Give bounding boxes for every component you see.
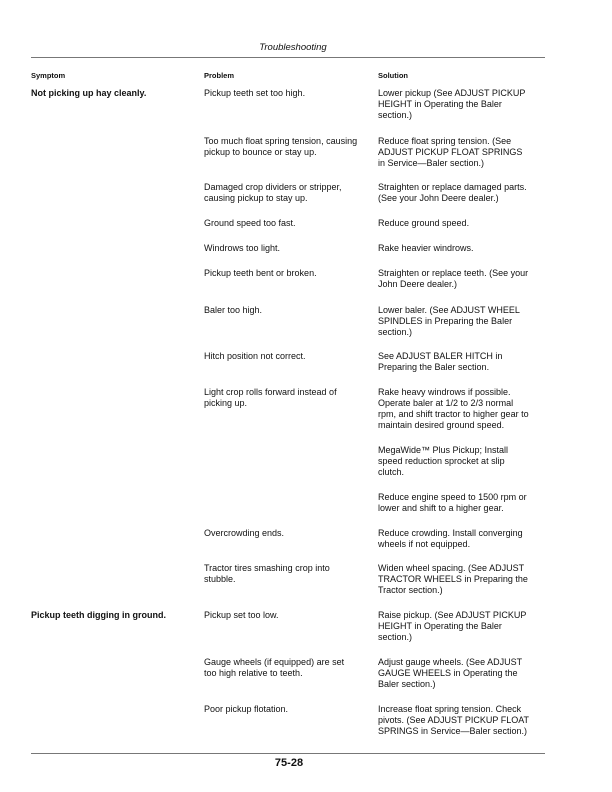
problem-cell: Light crop rolls forward instead of picking up.	[204, 387, 337, 408]
solution-cell: Reduce crowding. Install converging wheels if not equipped.	[378, 528, 523, 549]
header-rule	[31, 57, 545, 58]
footer-rule	[31, 753, 545, 754]
symptom-label: Pickup teeth digging in ground.	[31, 610, 166, 620]
problem-cell: Too much float spring tension, causing pickup to bounce or stay up.	[204, 136, 358, 157]
solution-cell: Reduce engine speed to 1500 rpm or lower and shift to a higher gear.	[378, 492, 527, 513]
solution-cell: Straighten or replace teeth. (See your John Deere dealer.)	[378, 268, 529, 289]
problem-cell: Pickup teeth bent or broken.	[204, 268, 317, 278]
solution-cell: Reduce ground speed.	[378, 218, 470, 228]
solution-cell: Raise pickup. (See ADJUST PICKUP HEIGHT in Operating the Baler section.)	[378, 610, 527, 642]
problem-cell: Overcrowding ends.	[204, 528, 285, 538]
solution-cell: See ADJUST BALER HITCH in Preparing the Baler section.	[378, 351, 503, 372]
problem-cell: Gauge wheels (if equipped) are set too high relative to teeth.	[204, 657, 345, 678]
solution-cell: Increase float spring tension. Check pivots. (See ADJUST PICKUP FLOAT SPRINGS in Service—Baler section.)	[378, 704, 530, 736]
solution-cell: Rake heavier windrows.	[378, 243, 474, 253]
column-header-symptom: Symptom	[31, 71, 66, 80]
problem-cell: Pickup set too low.	[204, 610, 279, 620]
problem-cell: Hitch position not correct.	[204, 351, 306, 361]
problem-cell: Poor pickup flotation.	[204, 704, 289, 714]
page-number: 75-28	[274, 757, 304, 769]
problem-cell: Ground speed too fast.	[204, 218, 296, 228]
solution-cell: Rake heavy windrows if possible. Operate baler at 1/2 to 2/3 normal rpm, and shift tractor to higher gear to maintain desired ground speed.	[378, 387, 529, 430]
symptom-label: Not picking up hay cleanly.	[31, 88, 147, 98]
solution-cell: Lower baler. (See ADJUST WHEEL SPINDLES in Preparing the Baler section.)	[378, 305, 520, 337]
solution-cell: Adjust gauge wheels. (See ADJUST GAUGE WHEELS in Operating the Baler section.)	[378, 657, 523, 689]
problem-cell: Baler too high.	[204, 305, 263, 315]
problem-cell: Pickup teeth set too high.	[204, 88, 306, 98]
page-header-title: Troubleshooting	[259, 42, 327, 53]
solution-cell: Widen wheel spacing. (See ADJUST TRACTOR WHEELS in Preparing the Tractor section.)	[378, 563, 528, 595]
problem-cell: Windrows too light.	[204, 243, 281, 253]
solution-cell: Straighten or replace damaged parts. (See your John Deere dealer.)	[378, 182, 527, 203]
column-header-solution: Solution	[378, 71, 408, 80]
solution-cell: Reduce float spring tension. (See ADJUST PICKUP FLOAT SPRINGS in Service—Baler section.)	[378, 136, 523, 168]
problem-cell: Tractor tires smashing crop into stubble.	[204, 563, 330, 584]
problem-cell: Damaged crop dividers or stripper, causing pickup to stay up.	[204, 182, 342, 203]
solution-cell: MegaWide™ Plus Pickup; Install speed reduction sprocket at slip clutch.	[378, 445, 509, 477]
solution-cell: Lower pickup (See ADJUST PICKUP HEIGHT in Operating the Baler section.)	[378, 88, 526, 120]
column-header-problem: Problem	[204, 71, 235, 80]
